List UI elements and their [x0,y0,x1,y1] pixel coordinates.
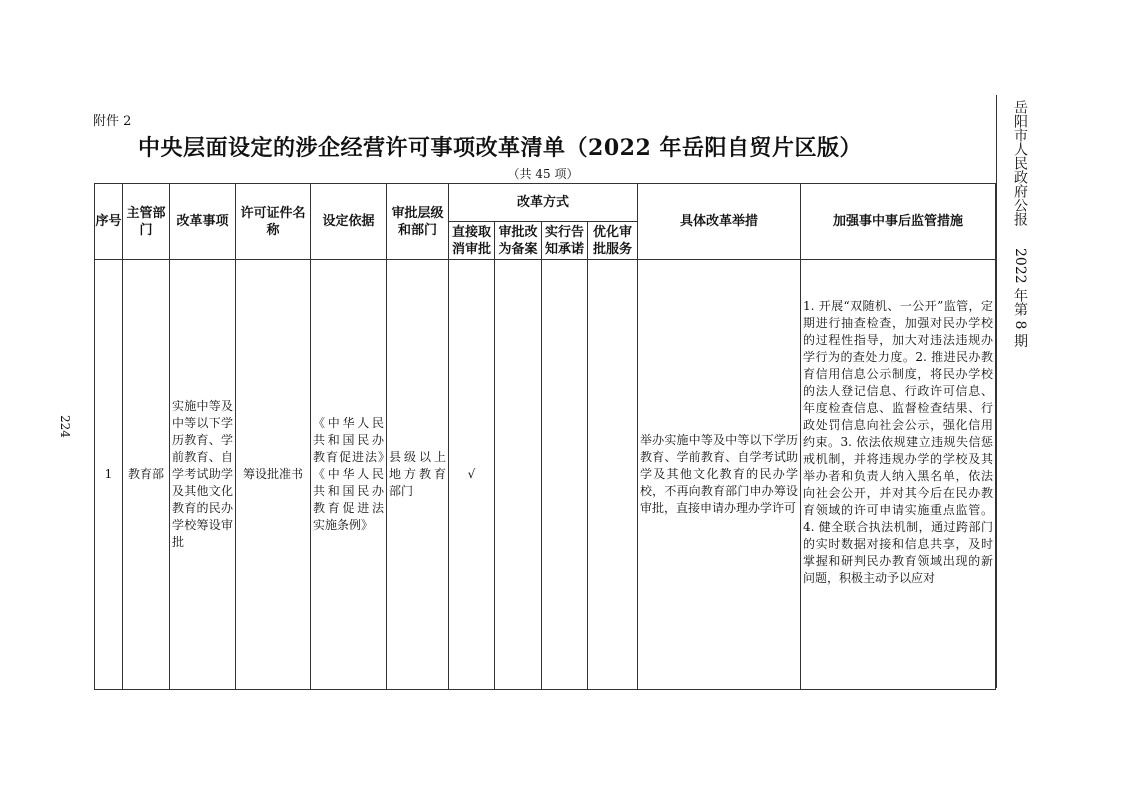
cell-level: 县级以上地方教育部门 [387,260,449,690]
cell-mode-cancel: √ [449,260,495,690]
cell-mode-optimize [588,260,638,690]
cell-basis: 《中华人民共和国民办教育促进法》《中华人民共和国民办教育促进法实施条例》 [311,260,387,690]
header-mode-record: 审批改为备案 [495,222,542,260]
cell-measures: 举办实施中等及中等以下学历教育、学前教育、自学考试助学及其他文化教育的民办学校，不再向教育部门申办筹设审批，直接申请办理办学许可 [638,260,801,690]
header-license: 许可证件名称 [236,184,311,260]
header-measures: 具体改革举措 [638,184,801,260]
item-count: （共 45 项） [507,167,579,181]
cell-license: 筹设批准书 [236,260,311,690]
cell-item: 实施中等及中等以下学历教育、学前教育、自学考试助学及其他文化教育的民办学校筹设审批 [170,260,236,690]
table-row [95,260,996,690]
header-level: 审批层级和部门 [387,184,449,260]
cell-supervision: 1. 开展“双随机、一公开”监管，定期进行抽查检查，加强对民办学校的过程性指导，加大对违法违规办学行为的查处力度。2. 推进民办教育信用信息公示制度，将民办学校的法人登记信息、行政许可信息、年度检查信息、监督检查结果、行政处罚信息向社会公示，强化信用约束。3. 依法依规建立违规失信惩戒机制，并将违规办学的学校及其举办者和负责人纳入黑名单，依法向社会公开，并对其今后在民办教育领域的许可申请实施重点监管。4. 健全联合执法机制，通过跨部门的实时数据对接和信息共享，及时掌握和研判民办教育领域出现的新问题，积极主动予以应对 [801,260,996,690]
page-number: 224 [58,415,72,438]
cell-mode-promise [542,260,588,690]
header-dept: 主管部门 [123,184,170,260]
page-title: 中央层面设定的涉企经营许可事项改革清单（2022 年岳阳自贸片区版） [138,135,862,161]
header-mode-promise: 实行告知承诺 [542,222,588,260]
attachment-label: 附件 2 [93,114,132,129]
reform-table [94,183,996,690]
header-supervision: 加强事中事后监管措施 [801,184,996,260]
margin-rule [996,95,997,688]
journal-name: 岳阳市人民政府公报 [1012,100,1028,226]
header-mode-cancel: 直接取消审批 [449,222,495,260]
header-mode-optimize: 优化审批服务 [588,222,638,260]
header-basis: 设定依据 [311,184,387,260]
header-item: 改革事项 [170,184,236,260]
cell-mode-record [495,260,542,690]
header-mode: 改革方式 [449,184,638,222]
cell-dept: 教育部 [123,260,170,690]
cell-seq: 1 [95,260,123,690]
journal-header [1004,100,1030,348]
header-seq: 序号 [95,184,123,260]
journal-issue: 2022 年第 8 期 [1012,248,1028,348]
